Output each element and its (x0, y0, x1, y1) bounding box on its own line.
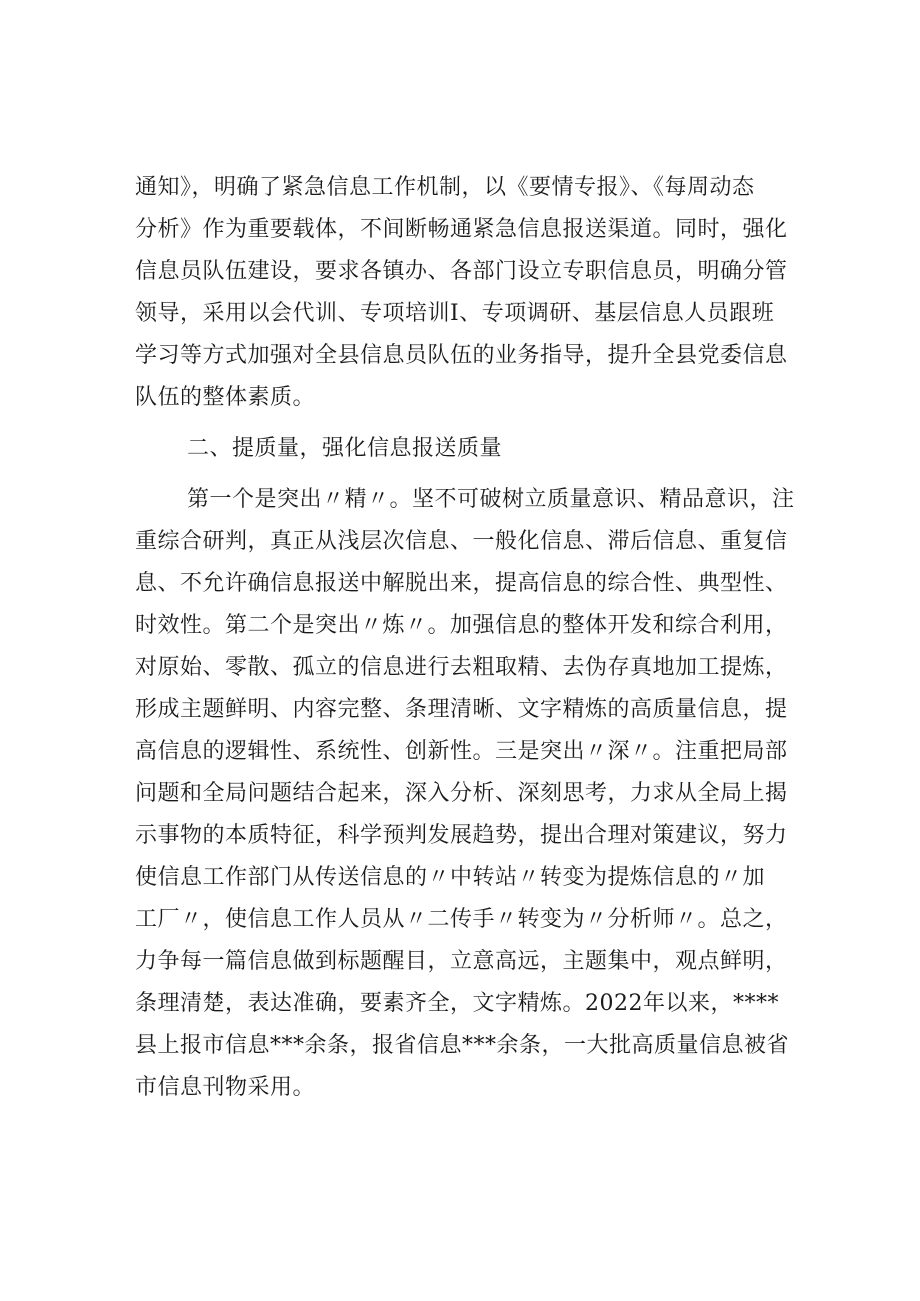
paragraph-2-line-6: 形成主题鲜明、内容完整、条理清晰、文字精炼的高质量信息，提 (135, 697, 788, 722)
paragraph-2-line-12: 力争每一篇信息做到标题醒目，立意高远，主题集中，观点鲜明， (135, 949, 788, 974)
paragraph-2-line-15: 市信息刊物采用。 (135, 1075, 316, 1100)
paragraph-2-line-11: 工厂〃，使信息工作人员从〃二传手〃转变为〃分析师〃。总之， (135, 907, 788, 932)
paragraph-1-line-5: 学习等方式加强对全县信息员队伍的业务指导，提升全县党委信息 (135, 343, 788, 368)
paragraph-1-line-1: 通知》，明确了紧急信息工作机制，以《要情专报》、《每周动态 (135, 175, 755, 200)
paragraph-2-line-3: 息、不允许确信息报送中解脱出来，提高信息的综合性、典型性、 (135, 571, 788, 596)
paragraph-1-line-6: 队伍的整体素质。 (135, 385, 316, 410)
section-heading: 二、提质量，强化信息报送质量 (187, 436, 503, 461)
paragraph-1-line-2: 分析》作为重要载体，不间断畅通紧急信息报送渠道。同时，强化 (135, 217, 788, 242)
paragraph-2-line-9: 示事物的本质特征，科学预判发展趋势，提出合理对策建议，努力 (135, 823, 788, 848)
paragraph-1-line-3: 信息员队伍建设，要求各镇办、各部门设立专职信息员，明确分管 (135, 259, 788, 284)
paragraph-2-line-8: 问题和全局问题结合起来，深入分析、深刻思考，力求从全局上揭 (135, 781, 788, 806)
paragraph-2-line-1: 第一个是突出〃精〃。坚不可破树立质量意识、精品意识，注 (187, 487, 795, 512)
paragraph-2-line-5: 对原始、零散、孤立的信息进行去粗取精、去伪存真地加工提炼， (135, 655, 788, 680)
paragraph-2-line-7: 高信息的逻辑性、系统性、创新性。三是突出〃深〃。注重把局部 (135, 739, 788, 764)
paragraph-1-line-4: 领导，采用以会代训、专项培训Ⅰ、专项调研、基层信息人员跟班 (135, 301, 775, 326)
paragraph-2-line-2: 重综合研判，真正从浅层次信息、一般化信息、滞后信息、重复信 (135, 529, 788, 554)
paragraph-2-line-10: 使信息工作部门从传送信息的〃中转站〃转变为提炼信息的〃加 (135, 865, 766, 890)
paragraph-2-line-14: 县上报市信息***余条，报省信息***余条，一大批高质量信息被省 (135, 1033, 790, 1058)
paragraph-2-line-4: 时效性。第二个是突出〃炼〃。加强信息的整体开发和综合利用， (135, 613, 788, 638)
paragraph-2-line-13: 条理清楚，表达准确，要素齐全，文字精炼。2022年以来，**** (135, 991, 779, 1016)
